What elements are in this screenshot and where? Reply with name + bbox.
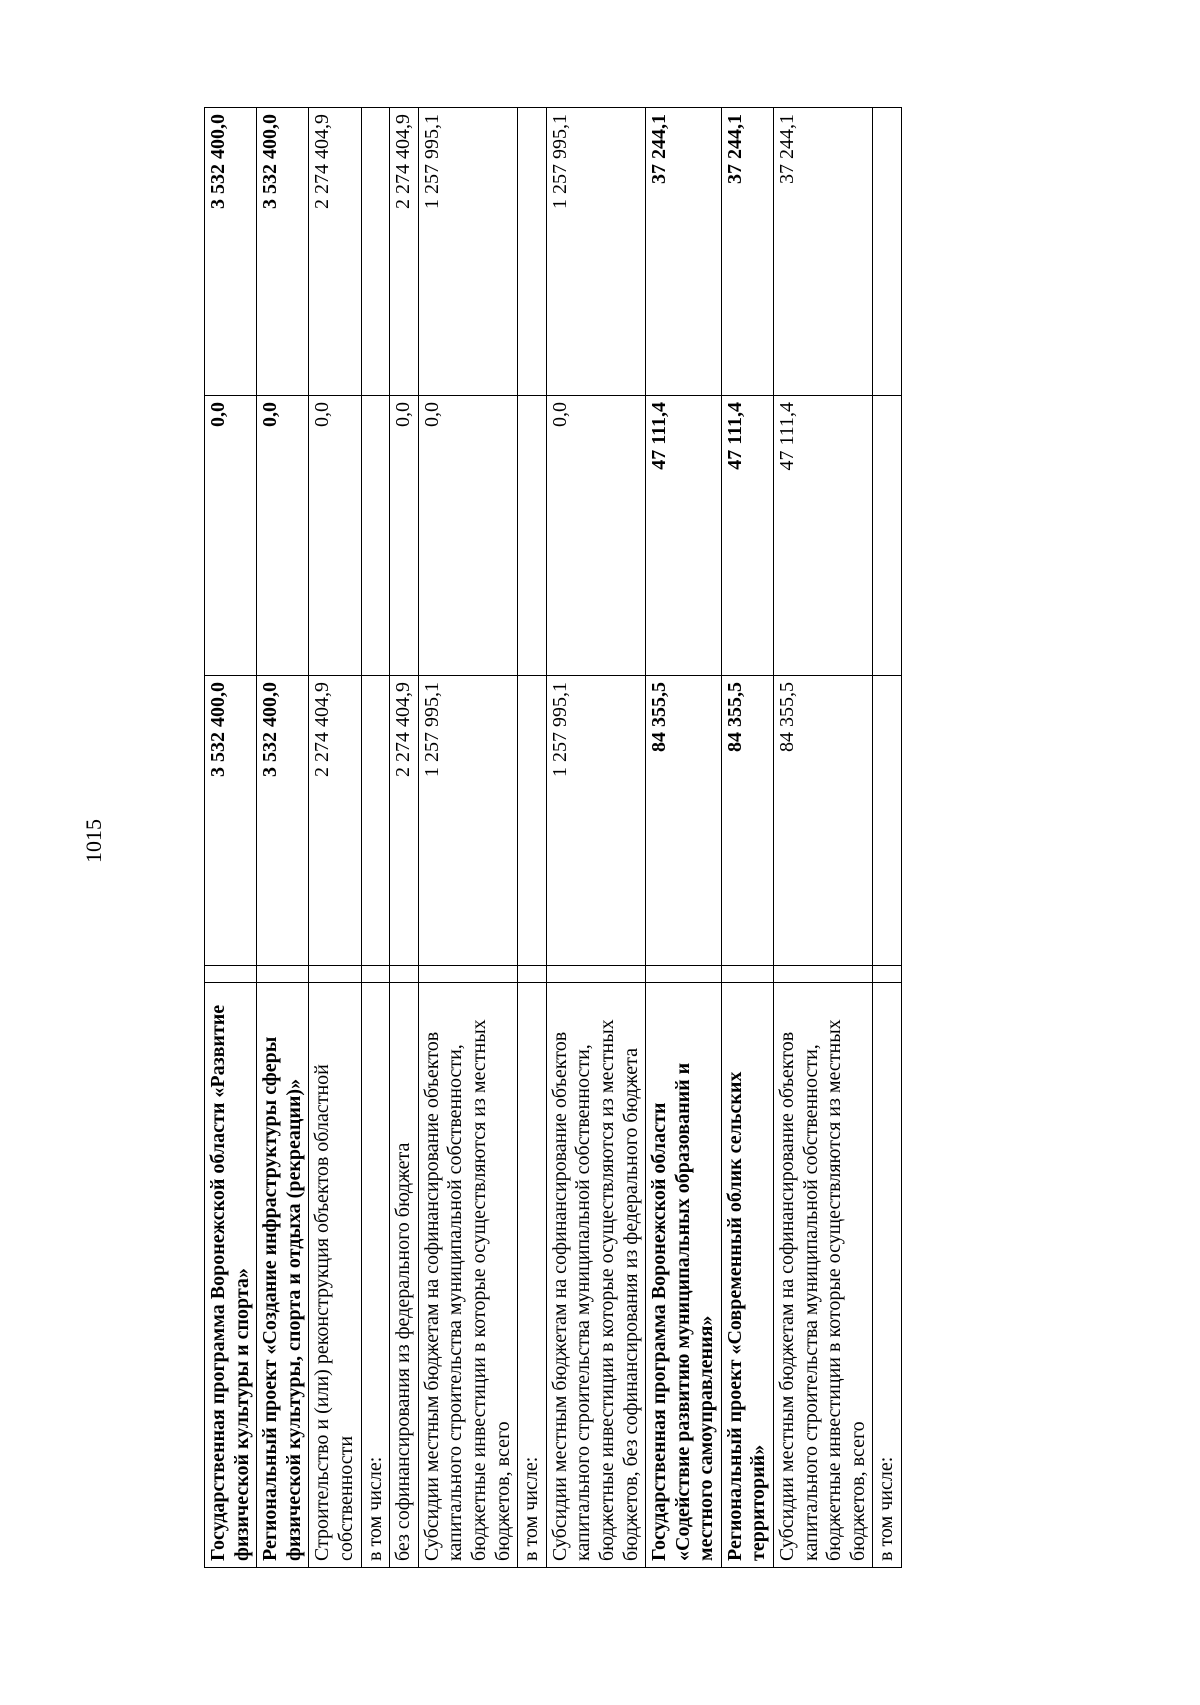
value-federal-cell: 47 111,4 [774,396,873,676]
value-federal-cell: 47 111,4 [721,396,773,676]
value-federal-cell [361,396,390,676]
value-total-cell [518,676,547,966]
value-federal-cell: 0,0 [546,396,645,676]
value-regional-cell: 2 274 404,9 [309,108,361,396]
value-regional-cell [873,108,902,396]
value-total-cell: 3 532 400,0 [257,676,309,966]
value-regional-cell: 2 274 404,9 [390,108,419,396]
empty-cell [257,966,309,983]
value-federal-cell: 0,0 [309,396,361,676]
table-row [418,108,517,1568]
page-number: 1015 [81,819,106,863]
empty-cell [361,966,390,983]
value-federal-cell: 47 111,4 [646,396,722,676]
empty-cell [546,966,645,983]
value-total-cell: 84 355,5 [721,676,773,966]
budget-table [204,107,902,1568]
row-name-cell: Региональный проект «Современный облик сельских территорий» [721,983,773,1568]
value-regional-cell: 37 244,1 [646,108,722,396]
value-regional-cell: 1 257 995,1 [418,108,517,396]
table-row [646,108,722,1568]
value-regional-cell [361,108,390,396]
row-name-cell: Региональный проект «Создание инфраструктуры сферы физической культуры, спорта и отдыха (рекреации)» [257,983,309,1568]
value-federal-cell [518,396,547,676]
empty-cell [418,966,517,983]
value-regional-cell: 3 532 400,0 [205,108,257,396]
table-row [205,108,257,1568]
row-name-cell: Субсидии местным бюджетам на софинансирование объектов капитального строительства муниципальной собственности, бюджетные инвестиции в которые осуществляются из местных бюджетов, без софинансирования из федерального бюджета [546,983,645,1568]
row-name-cell: без софинансирования из федерального бюджета [390,983,419,1568]
empty-cell [309,966,361,983]
value-total-cell: 84 355,5 [646,676,722,966]
value-total-cell: 2 274 404,9 [309,676,361,966]
value-federal-cell: 0,0 [390,396,419,676]
value-federal-cell: 0,0 [205,396,257,676]
table-row [546,108,645,1568]
empty-cell [390,966,419,983]
value-total-cell: 1 257 995,1 [546,676,645,966]
value-total-cell: 3 532 400,0 [205,676,257,966]
value-total-cell [361,676,390,966]
table-row [390,108,419,1568]
value-regional-cell: 37 244,1 [721,108,773,396]
table-row [257,108,309,1568]
value-regional-cell [518,108,547,396]
table-row [309,108,361,1568]
empty-cell [205,966,257,983]
row-name-cell: Государственная программа Воронежской области «Содействие развитию муниципальных образований и местного самоуправления» [646,983,722,1568]
row-name-cell: Субсидии местным бюджетам на софинансирование объектов капитального строительства муниципальной собственности, бюджетные инвестиции в которые осуществляются из местных бюджетов, всего [774,983,873,1568]
row-name-cell: в том числе: [361,983,390,1568]
row-name-cell: в том числе: [873,983,902,1568]
table-row [873,108,902,1568]
empty-cell [873,966,902,983]
row-name-cell: Государственная программа Воронежской области «Развитие физической культуры и спорта» [205,983,257,1568]
table-row [774,108,873,1568]
row-name-cell: Строительство и (или) реконструкция объектов областной собственности [309,983,361,1568]
table-row [721,108,773,1568]
table-row [361,108,390,1568]
value-regional-cell: 3 532 400,0 [257,108,309,396]
value-federal-cell: 0,0 [257,396,309,676]
value-total-cell: 2 274 404,9 [390,676,419,966]
budget-table-body [205,108,902,1568]
empty-cell [646,966,722,983]
value-total-cell: 84 355,5 [774,676,873,966]
empty-cell [518,966,547,983]
value-federal-cell [873,396,902,676]
value-regional-cell: 1 257 995,1 [546,108,645,396]
row-name-cell: Субсидии местным бюджетам на софинансирование объектов капитального строительства муниципальной собственности, бюджетные инвестиции в которые осуществляются из местных бюджетов, всего [418,983,517,1568]
rotated-table-container [204,108,1064,1568]
value-regional-cell: 37 244,1 [774,108,873,396]
row-name-cell: в том числе: [518,983,547,1568]
value-total-cell [873,676,902,966]
value-federal-cell: 0,0 [418,396,517,676]
table-row [518,108,547,1568]
empty-cell [774,966,873,983]
empty-cell [721,966,773,983]
value-total-cell: 1 257 995,1 [418,676,517,966]
